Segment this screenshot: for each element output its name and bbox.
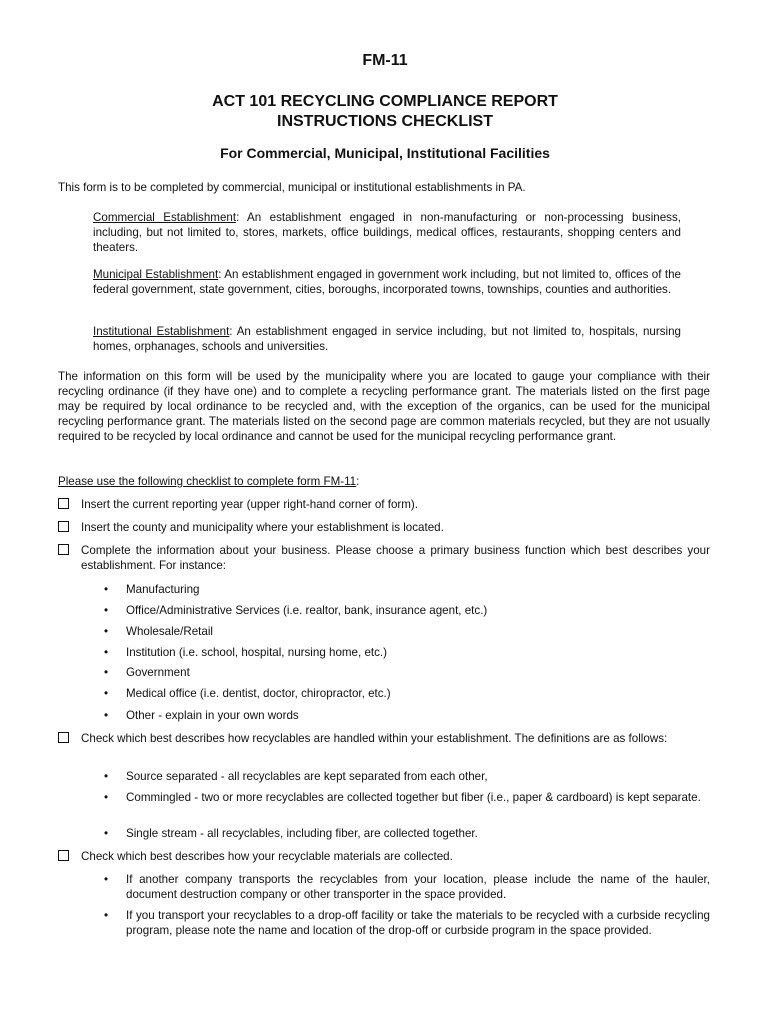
definition-term: Commercial Establishment (93, 211, 237, 224)
checklist-item-text: Insert the current reporting year (upper right-hand corner of form). (81, 498, 419, 511)
document-title (0, 92, 770, 132)
definition-text: : An establishment engaged in government work including, but not limited to, offices of the federal government, state government, cities, boroughs, incorporated towns, townships, counties and authorities. (93, 268, 681, 296)
definition-text: : An establishment engaged in service including, but not limited to, hospitals, nursing homes, orphanages, schools and universities. (93, 325, 681, 353)
bullet-icon: • (104, 604, 109, 617)
title-line-2: INSTRUCTIONS CHECKLIST (277, 113, 493, 130)
list-item: • Source separated - all recyclables are kept separated from each other, (104, 770, 488, 783)
bullet-icon: • (104, 625, 109, 638)
bullet-icon: • (104, 666, 109, 679)
checkbox[interactable] (58, 498, 69, 509)
list-item: • If you transport your recyclables to a drop-off facility or take the materials to be recycled with a curbside recycling program, please note the name and location of the drop-off or curbside program in the space provided. (104, 909, 710, 937)
checklist-heading (58, 474, 710, 489)
list-item: • Wholesale/Retail (104, 625, 213, 638)
checklist-item-text: Complete the information about your business. Please choose a primary business function which best describes your establishment. For instance: (81, 544, 710, 572)
bullet-icon: • (104, 583, 109, 596)
bullet-icon: • (104, 873, 109, 886)
list-item: • Single stream - all recyclables, including fiber, are collected together. (104, 827, 478, 840)
list-item: • Commingled - two or more recyclables are collected together but fiber (i.e., paper & cardboard) is kept separate. (104, 791, 701, 804)
list-item: • Manufacturing (104, 583, 200, 596)
checkbox[interactable] (58, 732, 69, 743)
checklist-item-text: Check which best describes how recyclables are handled within your establishment. The definitions are as follows: (81, 732, 668, 745)
form-id: FM-11 (362, 52, 408, 69)
list-item: • Government (104, 666, 190, 679)
definition-term: Municipal Establishment (93, 268, 219, 281)
checklist-item (58, 520, 710, 535)
bullet-icon: • (104, 909, 109, 922)
checkbox[interactable] (58, 850, 69, 861)
checklist-item (58, 731, 710, 746)
bullet-icon: • (104, 791, 109, 804)
bullet-icon: • (104, 687, 109, 700)
definition-institutional (93, 324, 681, 354)
checklist-heading-colon: : (356, 475, 360, 488)
checklist-item (58, 543, 710, 573)
bullet-icon: • (104, 770, 109, 783)
intro-text: This form is to be completed by commercial, municipal or institutional establishments in PA. (58, 181, 526, 194)
checklist-item-text: Insert the county and municipality where your establishment is located. (81, 521, 444, 534)
definition-municipal (93, 267, 681, 297)
checkbox[interactable] (58, 521, 69, 532)
bullet-icon: • (104, 646, 109, 659)
checklist-item (58, 497, 710, 512)
definition-text: : An establishment engaged in non-manufacturing or non-processing business, including, but not limited to, stores, markets, office buildings, medical offices, restaurants, shopping centers and theaters. (93, 211, 681, 254)
list-item: • Medical office (i.e. dentist, doctor, chiropractor, etc.) (104, 687, 391, 700)
title-line-1: ACT 101 RECYCLING COMPLIANCE REPORT (212, 93, 558, 110)
checklist-item-text: Check which best describes how your recyclable materials are collected. (81, 850, 453, 863)
list-item: • If another company transports the recyclables from your location, please include the name of the hauler, document destruction company or other transporter in the space provided. (104, 873, 710, 901)
info-paragraph: The information on this form will be used by the municipality where you are located to gauge your compliance with their recycling ordinance (if they have one) and to complete a recycling performance grant. The materials listed on the first page may be required by local ordinance to be recycled and, with the exception of the organics, can be used for the municipal recycling performance grant. The materials listed on the second page are common materials recycled, but they are not usually required to be recycled by local ordinance and cannot be used for the municipal recycling performance grant. (58, 370, 710, 443)
checklist-heading-text: Please use the following checklist to complete form FM-11 (58, 475, 357, 488)
checkbox[interactable] (58, 544, 69, 555)
bullet-icon: • (104, 827, 109, 840)
definition-commercial (93, 210, 681, 255)
document-subtitle: For Commercial, Municipal, Institutional Facilities (220, 145, 550, 161)
definition-term: Institutional Establishment (93, 325, 230, 338)
list-item: • Other - explain in your own words (104, 709, 299, 722)
list-item: • Institution (i.e. school, hospital, nursing home, etc.) (104, 646, 387, 659)
bullet-icon: • (104, 709, 109, 722)
checklist-item (58, 849, 710, 864)
list-item: • Office/Administrative Services (i.e. realtor, bank, insurance agent, etc.) (104, 604, 488, 617)
